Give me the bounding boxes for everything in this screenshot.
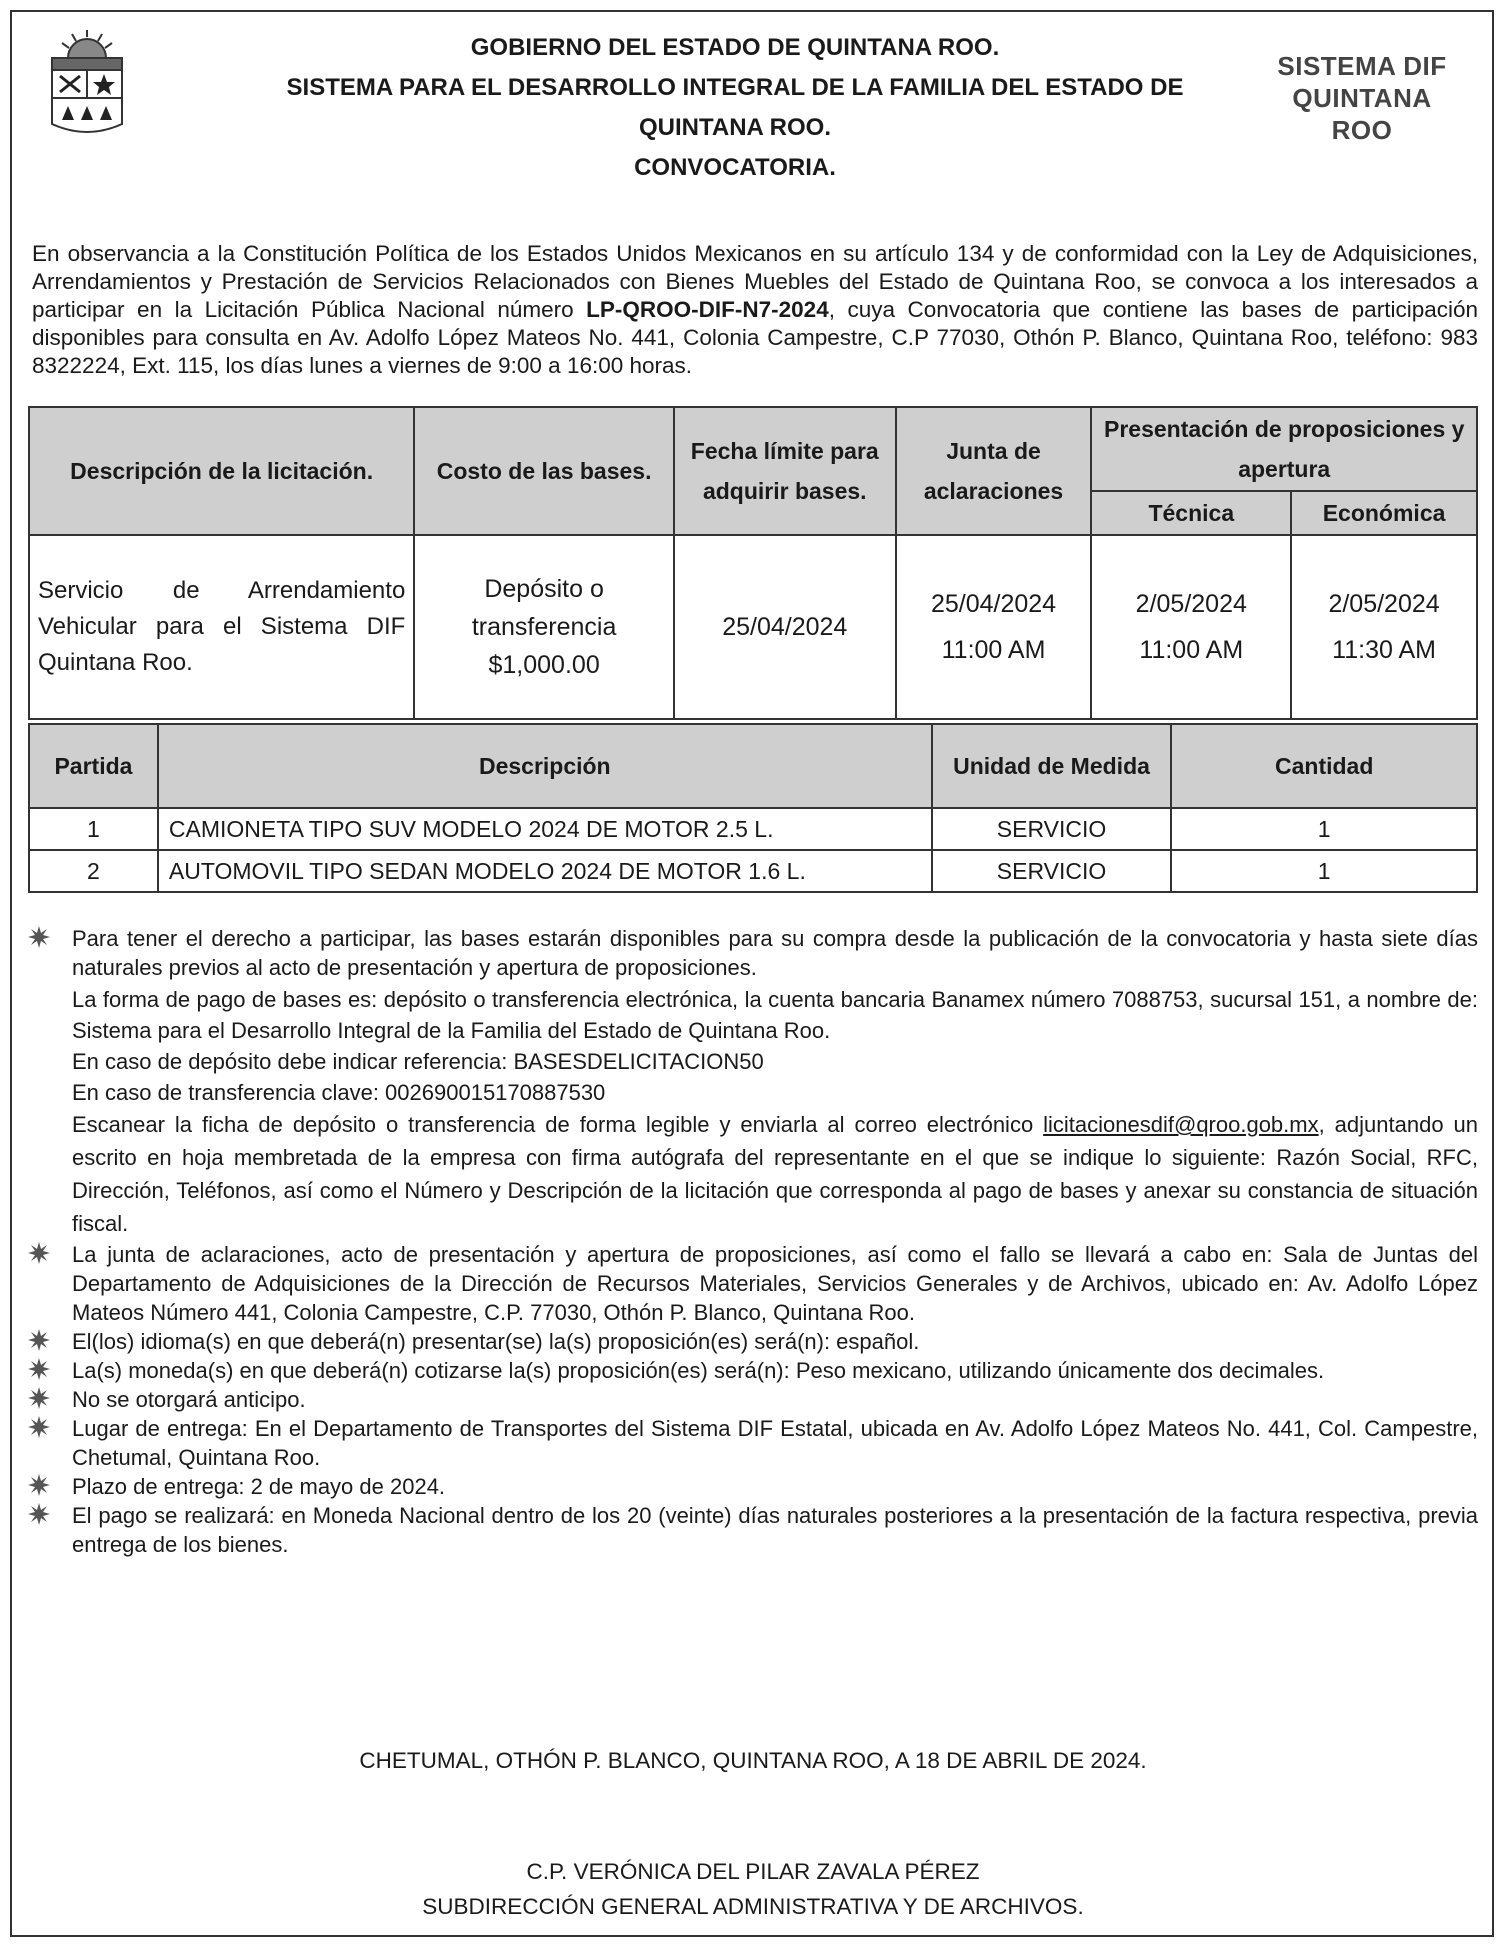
licitacion-schedule-table	[28, 406, 1478, 720]
escanear-paragraph	[28, 1108, 1478, 1240]
transferencia-paragraph: En caso de transferencia clave: 002690015170887530	[72, 1080, 606, 1105]
header-line-4: CONVOCATORIA.	[634, 154, 836, 181]
th-presentacion: Presentación de proposiciones y apertura	[1091, 407, 1477, 491]
cell-tecnica	[1091, 535, 1291, 719]
th-partida: Partida	[29, 724, 158, 808]
header-line-1: GOBIERNO DEL ESTADO DE QUINTANA ROO.	[470, 34, 1000, 61]
signatory-name: C.P. VERÓNICA DEL PILAR ZAVALA PÉREZ	[526, 1859, 980, 1884]
economica-hora: 11:30 AM	[1332, 636, 1436, 664]
list-item	[28, 1501, 1478, 1559]
costo-line-3: $1,000.00	[488, 651, 600, 679]
list-item	[28, 1327, 1478, 1356]
table-row	[29, 808, 1477, 850]
burst-bullet-icon	[28, 1242, 50, 1264]
coat-of-arms-logo	[46, 28, 128, 140]
cell-partida: 2	[29, 850, 158, 892]
th-unidad: Unidad de Medida	[932, 724, 1172, 808]
bullet-text: Lugar de entrega: En el Departamento de Transportes del Sistema DIF Estatal, ubicada en Av. Adolfo López Mateos No. 441, Col. Campestre, Chetumal, Quintana Roo.	[72, 1416, 1478, 1470]
bullet-text: La junta de aclaraciones, acto de presentación y apertura de proposiciones, así como el fallo se llevará a cabo en: Sala de Juntas del Departamento de Adquisiciones de la Dirección de Recursos Materiales, Servicios Generales y de Archivos, ubicado en: Av. Adolfo López Mateos Número 441, Colonia Campestre, C.P. 77030, Othón P. Blanco, Quintana Roo.	[72, 1242, 1478, 1325]
cell-unidad: SERVICIO	[932, 850, 1172, 892]
escanear-text-after: , adjuntando un escrito en hoja membretada de la empresa con firma autógrafa del representante en el que se indique lo siguiente: Razón Social, RFC, Dirección, Teléfonos, así como el Número y Descripción de la licitación que corresponda al pago de bases y anexar su constancia de situación fiscal.	[72, 1112, 1478, 1236]
list-item	[28, 1385, 1478, 1414]
bullet-text: El(los) idioma(s) en que deberá(n) presentar(se) la(s) proposición(es) será(n): español.	[72, 1329, 920, 1354]
header-line-2: SISTEMA PARA EL DESARROLLO INTEGRAL DE LA FAMILIA DEL ESTADO DE	[286, 74, 1184, 101]
costo-line-1: Depósito o	[484, 575, 604, 603]
brand-line-1: SISTEMA DIF	[1277, 51, 1447, 81]
list-item	[28, 1240, 1478, 1327]
th-descripcion-partida: Descripción	[158, 724, 932, 808]
bullet-text: El pago se realizará: en Moneda Nacional dentro de los 20 (veinte) días naturales posteriores a la presentación de la factura respectiva, previa entrega de los bienes.	[72, 1503, 1478, 1557]
th-costo: Costo de las bases.	[414, 407, 674, 535]
tecnica-hora: 11:00 AM	[1139, 636, 1244, 664]
junta-fecha: 25/04/2024	[930, 590, 1057, 618]
bullet-text: La(s) moneda(s) en que deberá(n) cotizarse la(s) proposición(es) será(n): Peso mexicano, utilizando únicamente dos decimales.	[72, 1358, 1325, 1383]
cell-descripcion: Servicio de Arrendamiento Vehicular para el Sistema DIF Quintana Roo.	[29, 535, 414, 719]
tecnica-fecha: 2/05/2024	[1135, 590, 1247, 618]
th-cantidad: Cantidad	[1171, 724, 1477, 808]
burst-bullet-icon	[28, 1358, 50, 1380]
costo-line-2: transferencia	[471, 613, 617, 641]
burst-bullet-icon	[28, 1329, 50, 1351]
signature-block	[0, 1854, 1506, 1924]
intro-text-after: , cuya Convocatoria que contiene las bases de participación disponibles para consulta en Av. Adolfo López Mateos No. 441, Colonia Campestre, C.P 77030, Othón P. Blanco, Quintana Roo, teléfono: 983 8322224, Ext. 115, los días lunes a viernes de 9:00 a 16:00 horas.	[32, 297, 1478, 378]
signatory-title: SUBDIRECCIÓN GENERAL ADMINISTRATIVA Y DE ARCHIVOS.	[422, 1894, 1084, 1919]
economica-fecha: 2/05/2024	[1328, 590, 1440, 618]
th-junta: Junta de aclaraciones	[896, 407, 1092, 535]
th-tecnica: Técnica	[1091, 491, 1291, 535]
brand-line-2: QUINTANA ROO	[1292, 83, 1432, 145]
place-date: CHETUMAL, OTHÓN P. BLANCO, QUINTANA ROO, A 18 DE ABRIL DE 2024.	[359, 1748, 1147, 1773]
cell-descripcion-partida: AUTOMOVIL TIPO SEDAN MODELO 2024 DE MOTOR 1.6 L.	[158, 850, 932, 892]
bullet-text: Plazo de entrega: 2 de mayo de 2024.	[72, 1474, 446, 1499]
junta-hora: 11:00 AM	[941, 636, 1046, 664]
cell-junta	[896, 535, 1092, 719]
bullet-text: No se otorgará anticipo.	[72, 1387, 306, 1412]
pago-paragraph: La forma de pago de bases es: depósito o transferencia electrónica, la cuenta bancaria Banamex número 7088753, sucursal 151, a nombre de: Sistema para el Desarrollo Integral de la Familia del Estado de Quintana Roo.	[72, 987, 1478, 1043]
cell-partida: 1	[29, 808, 158, 850]
th-descripcion: Descripción de la licitación.	[29, 407, 414, 535]
list-item	[28, 1356, 1478, 1385]
document-header	[240, 28, 1230, 188]
cell-cantidad: 1	[1171, 808, 1477, 850]
list-item	[28, 1472, 1478, 1501]
dif-brand-logo	[1262, 50, 1462, 146]
cell-descripcion-partida: CAMIONETA TIPO SUV MODELO 2024 DE MOTOR 2.5 L.	[158, 808, 932, 850]
burst-bullet-icon	[28, 1387, 50, 1409]
burst-bullet-icon	[28, 926, 50, 948]
licitacion-number: LP-QROO-DIF-N7-2024	[586, 297, 829, 322]
burst-bullet-icon	[28, 1474, 50, 1496]
cell-cantidad: 1	[1171, 850, 1477, 892]
intro-paragraph	[32, 240, 1478, 380]
burst-bullet-icon	[28, 1503, 50, 1525]
burst-bullet-icon	[28, 1416, 50, 1438]
list-item	[28, 1414, 1478, 1472]
th-economica: Económica	[1291, 491, 1477, 535]
escanear-text-before: Escanear la ficha de depósito o transferencia de forma legible y enviarla al correo electrónico	[72, 1112, 1044, 1137]
deposito-paragraph: En caso de depósito debe indicar referencia: BASESDELICITACION50	[72, 1049, 764, 1074]
conditions-list	[28, 924, 1478, 1559]
cell-costo	[414, 535, 674, 719]
bullet-text: Para tener el derecho a participar, las bases estarán disponibles para su compra desde la publicación de la convocatoria y hasta siete días naturales previos al acto de presentación y apertura de proposiciones.	[72, 926, 1478, 980]
intro-text-before: En observancia a la Constitución Política de los Estados Unidos Mexicanos en su artículo 134 y de conformidad con la Ley de Adquisiciones, Arrendamientos y Prestación de Servicios Relacionados con Bienes Muebles del Estado de Quintana Roo, se convoca a los interesados a participar en la Licitación Pública Nacional número	[32, 241, 1478, 322]
list-item	[28, 924, 1478, 982]
table-row	[29, 850, 1477, 892]
header-line-3: QUINTANA ROO.	[639, 114, 831, 141]
th-fecha-limite: Fecha límite para adquirir bases.	[674, 407, 896, 535]
cell-fecha-limite: 25/04/2024	[674, 535, 896, 719]
partidas-table	[28, 723, 1478, 893]
cell-unidad: SERVICIO	[932, 808, 1172, 850]
cell-economica	[1291, 535, 1477, 719]
email-link[interactable]: licitacionesdif@qroo.gob.mx	[1043, 1112, 1319, 1137]
